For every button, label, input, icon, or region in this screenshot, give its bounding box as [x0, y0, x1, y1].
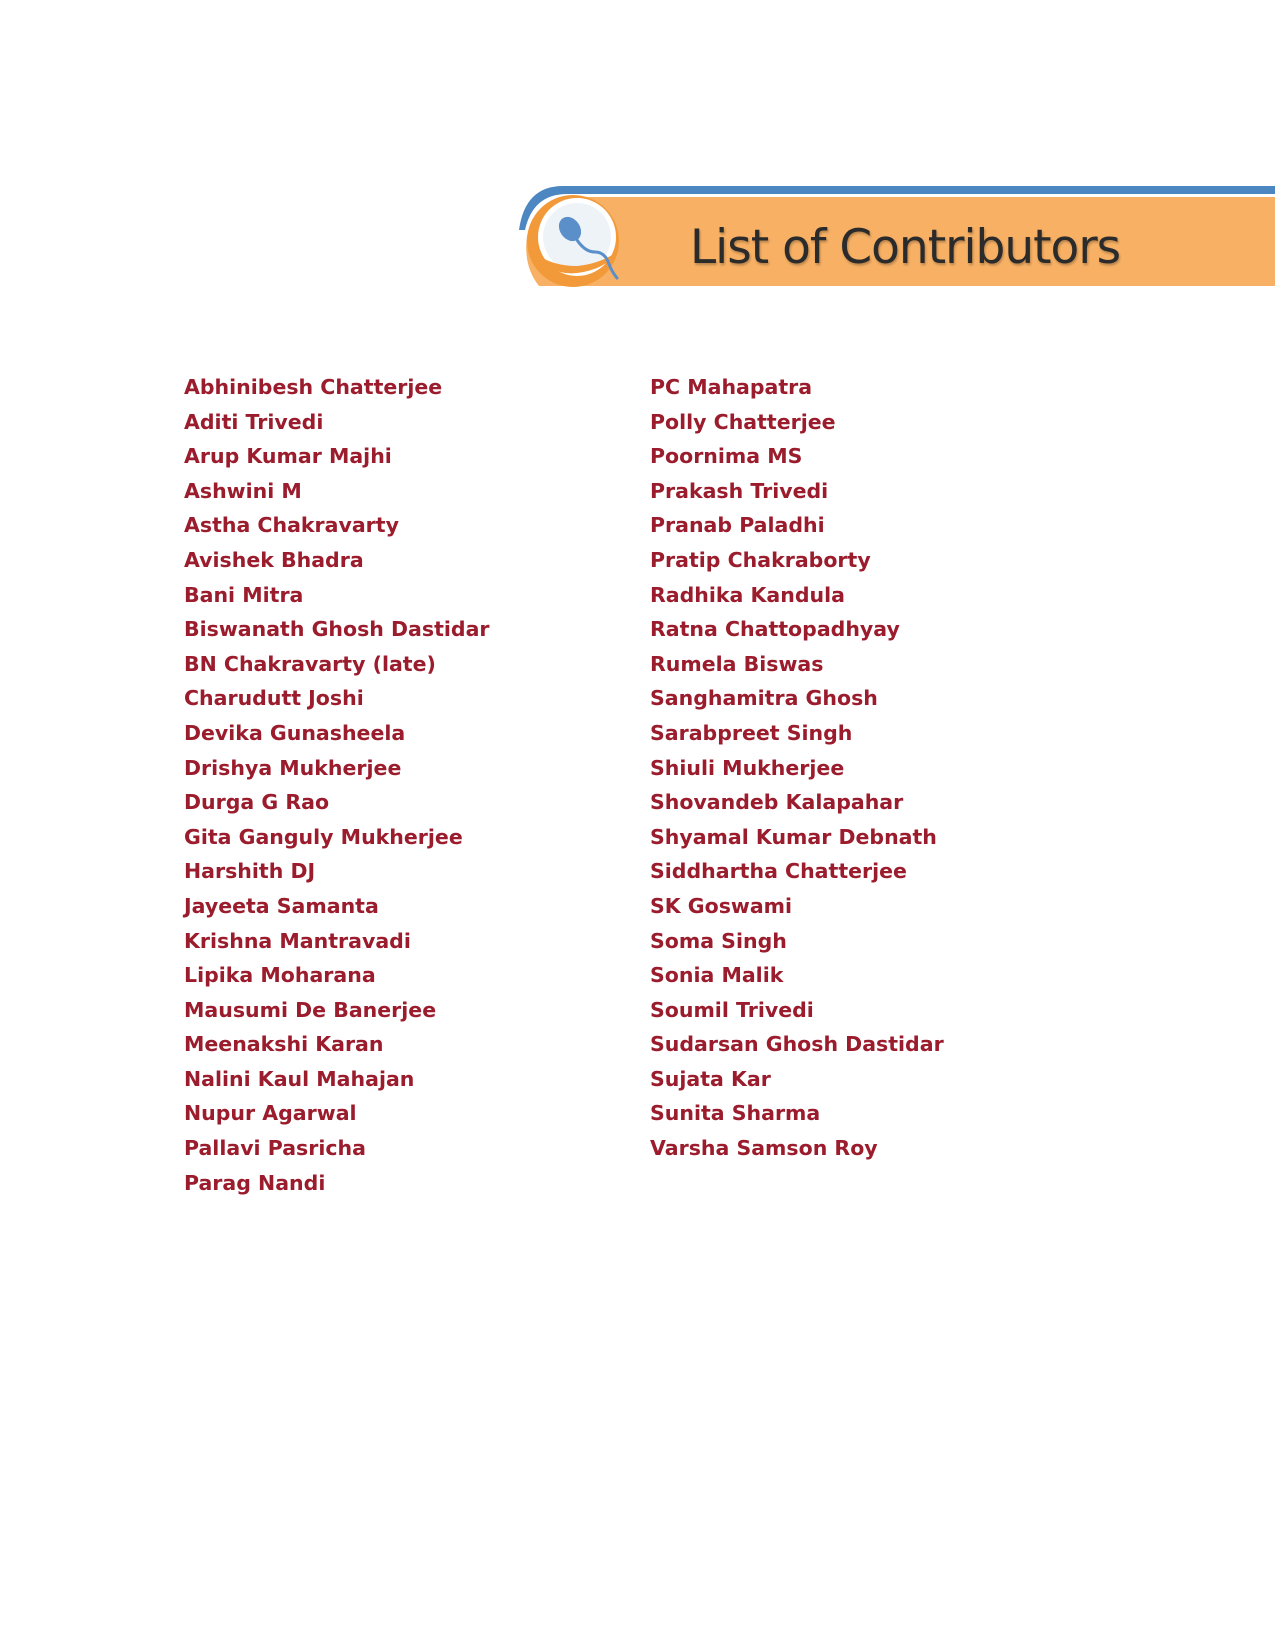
contributor-name: Pranab Paladhi	[650, 513, 825, 538]
contributor-name: Meenakshi Karan	[184, 1032, 384, 1057]
contributor-name: Radhika Kandula	[650, 582, 845, 607]
contributor-name: Devika Gunasheela	[184, 720, 406, 745]
contributor-name: Harshith DJ	[184, 859, 316, 884]
contributor-name: Pallavi Pasricha	[184, 1136, 366, 1161]
contributor-name: Lipika Moharana	[184, 963, 376, 988]
contributor-name: Mausumi De Banerjee	[184, 997, 437, 1022]
contributor-name: Ratna Chattopadhyay	[650, 617, 900, 642]
contributor-name: Krishna Mantravadi	[184, 928, 411, 953]
contributor-name: Arup Kumar Majhi	[184, 444, 392, 469]
contributor-name: Soumil Trivedi	[650, 997, 814, 1022]
contributor-name: Bani Mitra	[184, 582, 304, 607]
contributor-name: Abhinibesh Chatterjee	[184, 375, 443, 399]
contributors-right-column	[650, 370, 944, 1166]
contributor-name: Polly Chatterjee	[650, 409, 836, 434]
contributor-name: Sonia Malik	[650, 963, 784, 988]
contributor-name: Sudarsan Ghosh Dastidar	[650, 1032, 944, 1057]
contributor-name: Shiuli Mukherjee	[650, 755, 845, 780]
contributors-left-column	[184, 370, 490, 1200]
contributor-name: Poornima MS	[650, 444, 803, 469]
contributor-name: Parag Nandi	[184, 1170, 326, 1195]
contributor-name: Sujata Kar	[650, 1066, 771, 1091]
contributor-name: Gita Ganguly Mukherjee	[184, 824, 463, 849]
contributor-name: Shyamal Kumar Debnath	[650, 824, 937, 849]
contributor-name: Siddhartha Chatterjee	[650, 859, 907, 884]
contributor-name: Aditi Trivedi	[184, 409, 324, 434]
page-title: List of Contributors	[690, 220, 1121, 275]
contributor-name: SK Goswami	[650, 893, 793, 918]
contributor-name: Durga G Rao	[184, 790, 330, 815]
contributor-name: Jayeeta Samanta	[184, 893, 379, 918]
contributor-name: Charudutt Joshi	[184, 686, 364, 711]
contributor-name: Ashwini M	[184, 478, 302, 503]
contributor-name: Rumela Biswas	[650, 651, 824, 676]
contributor-name: BN Chakravarty (late)	[184, 651, 436, 676]
title-banner	[515, 186, 1275, 298]
contributor-name: Pratip Chakraborty	[650, 547, 871, 572]
contributor-name: Nupur Agarwal	[184, 1101, 357, 1126]
contributor-name: PC Mahapatra	[650, 375, 813, 399]
contributor-name: Astha Chakravarty	[184, 513, 399, 538]
contributor-name: Nalini Kaul Mahajan	[184, 1066, 415, 1091]
contributor-name: Sanghamitra Ghosh	[650, 686, 878, 711]
contributor-name: Varsha Samson Roy	[650, 1136, 878, 1161]
contributor-name: Drishya Mukherjee	[184, 755, 402, 780]
contributor-name: Shovandeb Kalapahar	[650, 790, 904, 815]
contributor-name: Biswanath Ghosh Dastidar	[184, 617, 490, 642]
sperm-in-hand-icon	[527, 195, 619, 287]
contributor-name: Sarabpreet Singh	[650, 720, 853, 745]
contributor-name: Soma Singh	[650, 928, 787, 953]
contributor-name: Sunita Sharma	[650, 1101, 821, 1126]
contributor-name: Prakash Trivedi	[650, 478, 829, 503]
contributor-name: Avishek Bhadra	[184, 547, 364, 572]
